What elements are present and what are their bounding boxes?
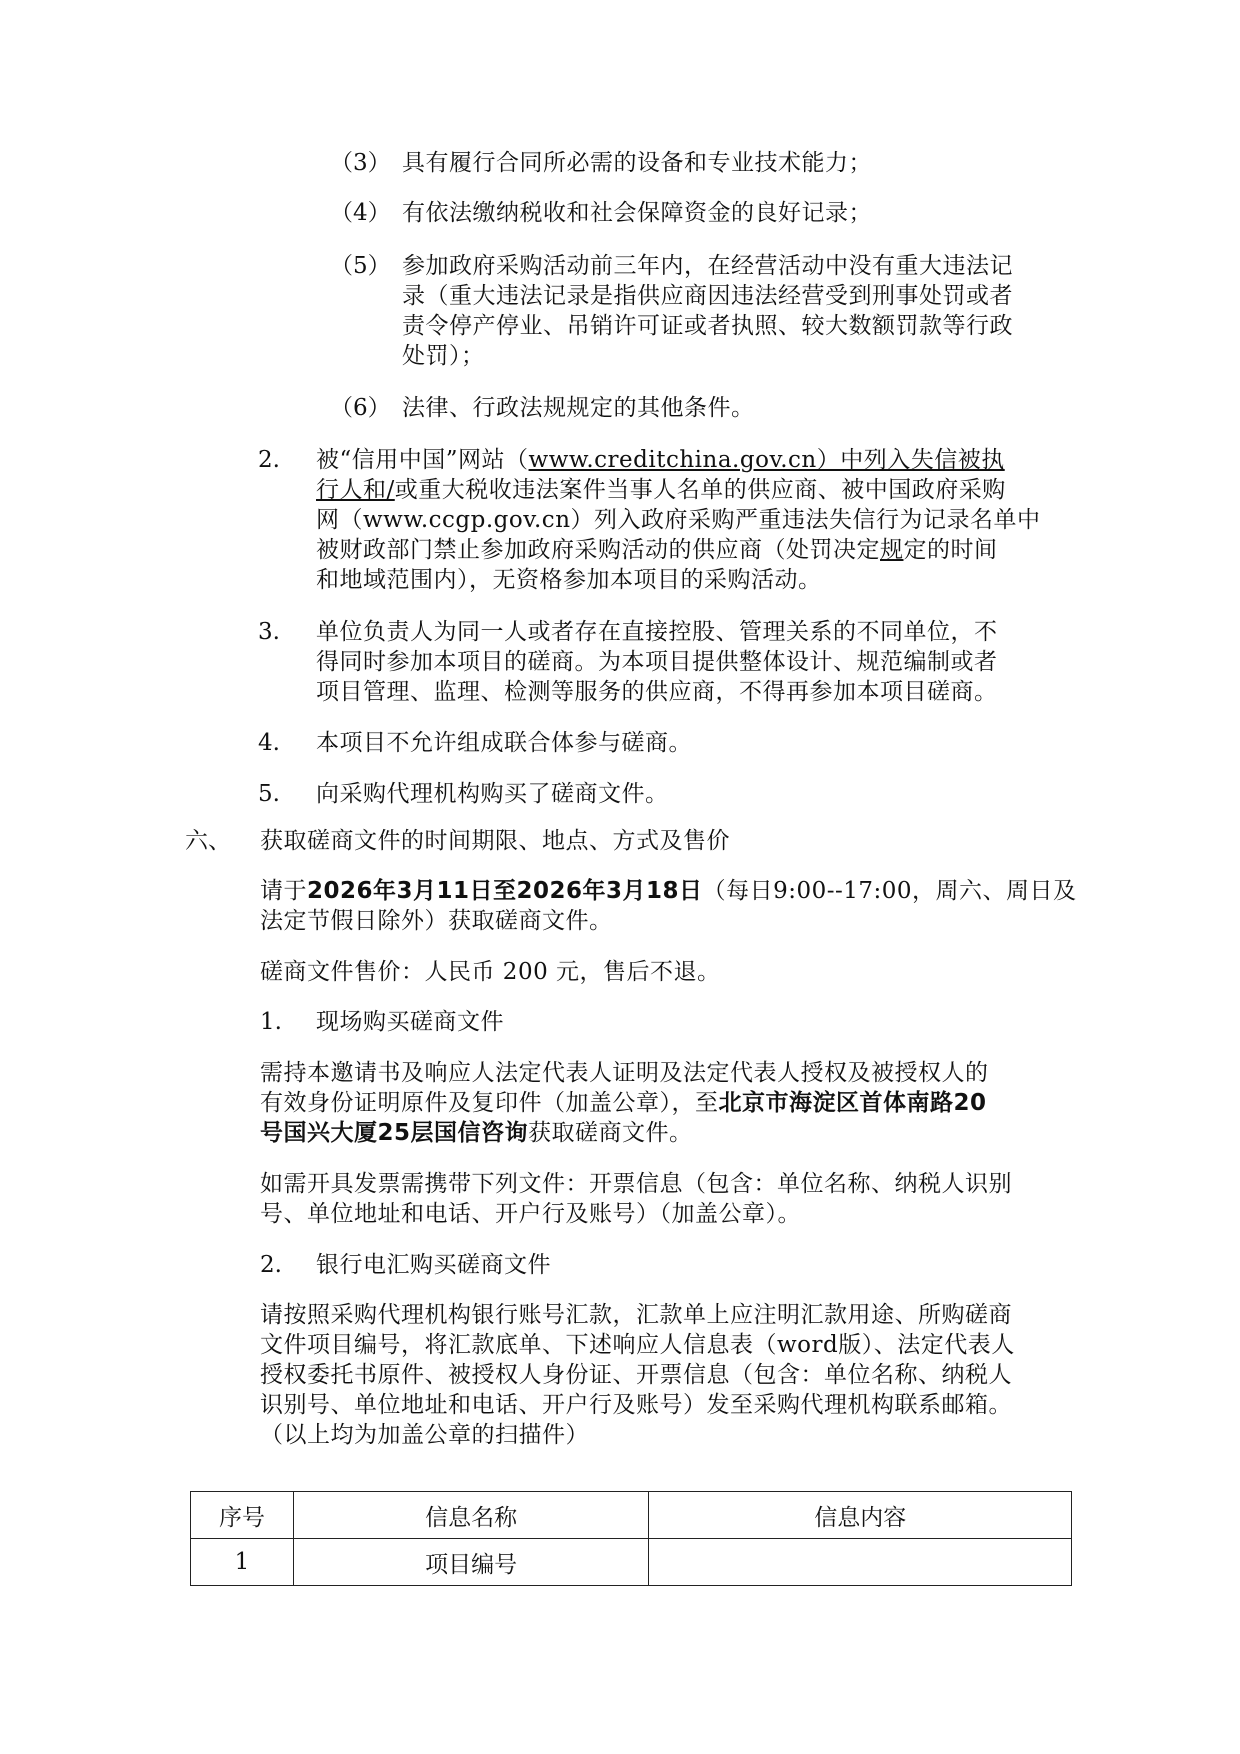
onsite-line: 需持本邀请书及响应人法定代表人证明及法定代表人授权及被授权人的 — [260, 1060, 989, 1086]
item-text-line — [316, 535, 998, 565]
item-text: 有依法缴纳税收和社会保障资金的良好记录； — [402, 200, 872, 226]
item-text-part: 被财政部门禁止参加政府采购活动的供应商（处罚决定 — [316, 537, 880, 563]
creditchina-link-cont[interactable]: 行人和/ — [316, 477, 395, 503]
onsite-address-cont: 号国兴大厦25层国信咨询 — [260, 1120, 529, 1146]
item-text: 向采购代理机构购买了磋商文件。 — [316, 781, 669, 807]
wire-line: 授权委托书原件、被授权人身份证、开票信息（包含：单位名称、纳税人 — [260, 1362, 1012, 1388]
wire-line: 识别号、单位地址和电话、开户行及账号）发至采购代理机构联系邮箱。 — [260, 1392, 1012, 1418]
period-pre: 请于 — [260, 878, 307, 904]
period-dates: 2026年3月11日至2026年3月18日 — [307, 878, 703, 904]
period-line-2: 法定节假日除外）获取磋商文件。 — [260, 908, 613, 934]
item-marker: （5） — [330, 253, 391, 279]
table-cell: 项目编号 — [293, 1539, 649, 1586]
item-marker: （4） — [330, 200, 391, 226]
item-text-line: 责令停产停业、吊销许可证或者执照、较大数额罚款等行政 — [402, 313, 1013, 339]
table-row — [191, 1539, 1072, 1586]
period-line — [260, 876, 1077, 906]
item-text-line — [316, 475, 1006, 505]
invoice-line: 号、单位地址和电话、开户行及账号）（加盖公章）。 — [260, 1201, 801, 1227]
onsite-pre: 有效身份证明原件及复印件（加盖公章），至 — [260, 1090, 719, 1116]
wire-line: 请按照采购代理机构银行账号汇款，汇款单上应注明汇款用途、所购磋商 — [260, 1302, 1012, 1328]
item-text: 本项目不允许组成联合体参与磋商。 — [316, 730, 692, 756]
onsite-address: 北京市海淀区首体南路20 — [718, 1090, 987, 1116]
item-text: 法律、行政法规规定的其他条件。 — [402, 395, 755, 421]
wire-line: 文件项目编号，将汇款底单、下述响应人信息表（word版）、法定代表人 — [260, 1332, 1015, 1358]
item-text-line: 录（重大违法记录是指供应商因违法经营受到刑事处罚或者 — [402, 283, 1013, 309]
item-text-line: 参加政府采购活动前三年内，在经营活动中没有重大违法记 — [402, 253, 1013, 279]
item-text-line: 处罚）； — [402, 343, 485, 369]
item-text-line: 网（www.ccgp.gov.cn）列入政府采购严重违法失信行为记录名单中 — [316, 507, 1041, 533]
sub-marker: 2. — [260, 1252, 282, 1278]
item-marker: （6） — [330, 395, 391, 421]
table-header-cell: 信息内容 — [649, 1492, 1072, 1539]
onsite-line — [260, 1118, 693, 1148]
item-text-line: 项目管理、监理、检测等服务的供应商，不得再参加本项目磋商。 — [316, 679, 998, 705]
item-text-line: 单位负责人为同一人或者存在直接控股、管理关系的不同单位，不 — [316, 619, 998, 645]
item-text-part: 或重大税收违法案件当事人名单的供应商、被中国政府采购 — [394, 477, 1006, 503]
section-title: 获取磋商文件的时间期限、地点、方式及售价 — [260, 828, 730, 854]
section-marker: 六、 — [185, 828, 231, 854]
item-marker: 5. — [258, 781, 280, 807]
table-cell[interactable] — [649, 1539, 1072, 1586]
item-text-part: 定的时间 — [903, 537, 998, 563]
table-header-cell: 信息名称 — [293, 1492, 649, 1539]
item-text-line: 和地域范围内），无资格参加本项目的采购活动。 — [316, 567, 822, 593]
sub-marker: 1. — [260, 1009, 282, 1035]
wire-line: （以上均为加盖公章的扫描件） — [260, 1422, 589, 1448]
onsite-line — [260, 1088, 987, 1118]
invoice-line: 如需开具发票需携带下列文件：开票信息（包含：单位名称、纳税人识别 — [260, 1171, 1012, 1197]
item-text: 具有履行合同所必需的设备和专业技术能力； — [402, 150, 872, 176]
item-text-line: 得同时参加本项目的磋商。为本项目提供整体设计、规范编制或者 — [316, 649, 998, 675]
item-text-part: 被“信用中国”网站（ — [316, 447, 529, 473]
price-line: 磋商文件售价：人民币 200 元，售后不退。 — [260, 959, 721, 985]
item-marker: 4. — [258, 730, 280, 756]
respondent-info-table — [190, 1491, 1072, 1586]
item-text-part: 规 — [880, 537, 904, 563]
item-marker: 2. — [258, 447, 280, 473]
item-marker: （3） — [330, 150, 391, 176]
table-header-cell: 序号 — [191, 1492, 294, 1539]
item-marker: 3. — [258, 619, 280, 645]
table-header-row — [191, 1492, 1072, 1539]
sub-title: 现场购买磋商文件 — [316, 1009, 504, 1035]
period-post: （每日9:00--17:00，周六、周日及 — [702, 878, 1077, 904]
creditchina-link[interactable]: www.creditchina.gov.cn）中列入失信被执 — [528, 447, 1005, 473]
item-text-line — [316, 445, 1005, 475]
table-cell: 1 — [191, 1539, 294, 1586]
onsite-post: 获取磋商文件。 — [528, 1120, 693, 1146]
sub-title: 银行电汇购买磋商文件 — [316, 1252, 551, 1278]
